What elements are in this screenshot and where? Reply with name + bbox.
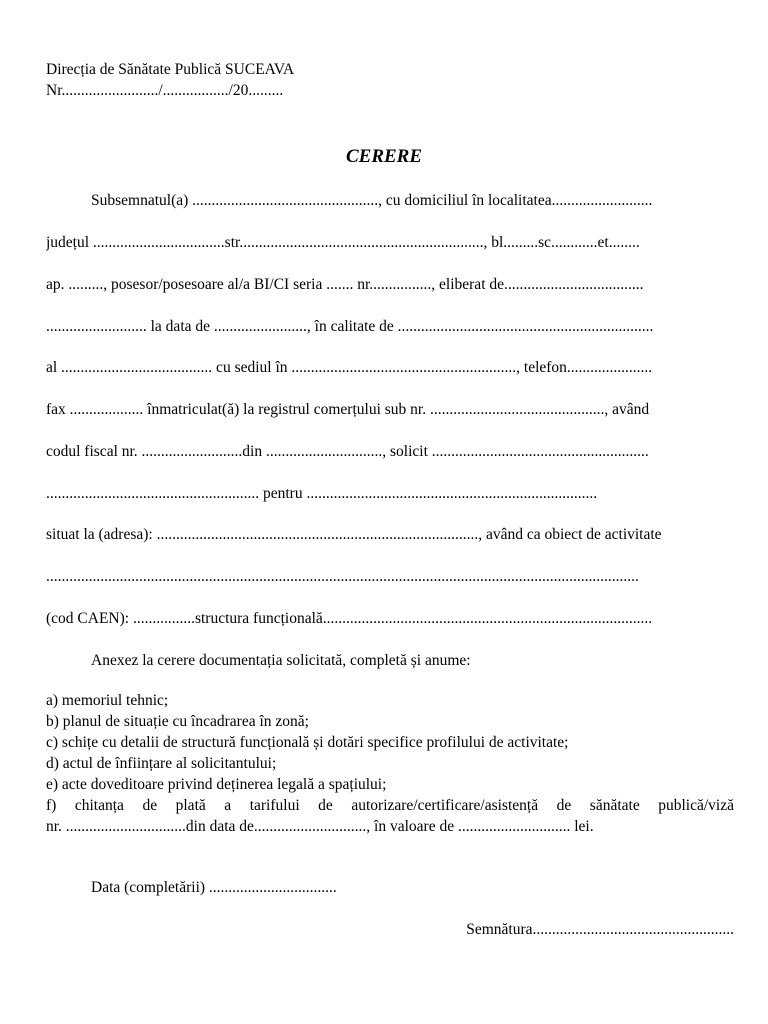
document-title: CERERE: [345, 146, 423, 167]
form-line-id-card: ap. ........., posesor/posesoare al/a BI/CI seria ....... nr................, eliberat de....................................: [46, 276, 644, 293]
form-line-trade-register: fax ................... înmatriculat(ă) la registrul comerțului sub nr. ............................................., având: [46, 401, 650, 418]
form-line-county: județul ..................................str..............................................................., bl.........sc............et........: [46, 234, 640, 251]
signature-line: Semnătura....................................................: [466, 921, 734, 938]
annex-item-b: b) planul de situație cu încadrarea în zonă;: [46, 713, 309, 730]
annex-item-d: d) actul de înființare al solicitantului;: [46, 755, 277, 772]
annex-item-f: f) chitanța de plată a tarifului de autorizare/certificare/asistență de sănătate publică/viză: [46, 797, 734, 814]
form-line-applicant: Subsemnatul(a) ................................................, cu domiciliul în localitatea..........................: [91, 192, 653, 209]
form-line-caen: (cod CAEN): ................structura funcțională.....................................................................................: [46, 610, 653, 627]
form-line-purpose: ....................................................... pentru ...........................................................................: [46, 485, 598, 502]
annex-item-c: c) schițe cu detalii de structură funcțională și dotări specifice profilului de activitate;: [46, 734, 569, 751]
form-line-address: situat la (adresa): ..................................................................................., având ca obiect de activitate: [46, 526, 662, 543]
form-line-activity: .........................................................................................................................................................: [46, 568, 639, 585]
registration-number-line: Nr........................./................./20.........: [46, 82, 284, 99]
form-line-fiscal-code: codul fiscal nr. ..........................din .............................., solicit ........................................................: [46, 443, 649, 460]
annex-intro: Anexez la cerere documentația solicitată, completă și anume:: [91, 652, 471, 669]
annex-item-e: e) acte doveditoare privind deținerea legală a spațiului;: [46, 776, 387, 793]
completion-date-line: Data (completării) .................................: [91, 879, 337, 896]
form-line-capacity: .......................... la data de ........................, în calitate de ..................................................................: [46, 318, 654, 335]
annex-item-a: a) memoriul tehnic;: [46, 692, 169, 709]
form-line-headquarters: al ....................................... cu sediul în .........................................................., telefon......................: [46, 359, 653, 376]
institution-name: Direcția de Sănătate Publică SUCEAVA: [46, 61, 295, 78]
annex-item-f-continuation: nr. ...............................din data de............................., în valoare de ............................. lei.: [46, 818, 594, 835]
